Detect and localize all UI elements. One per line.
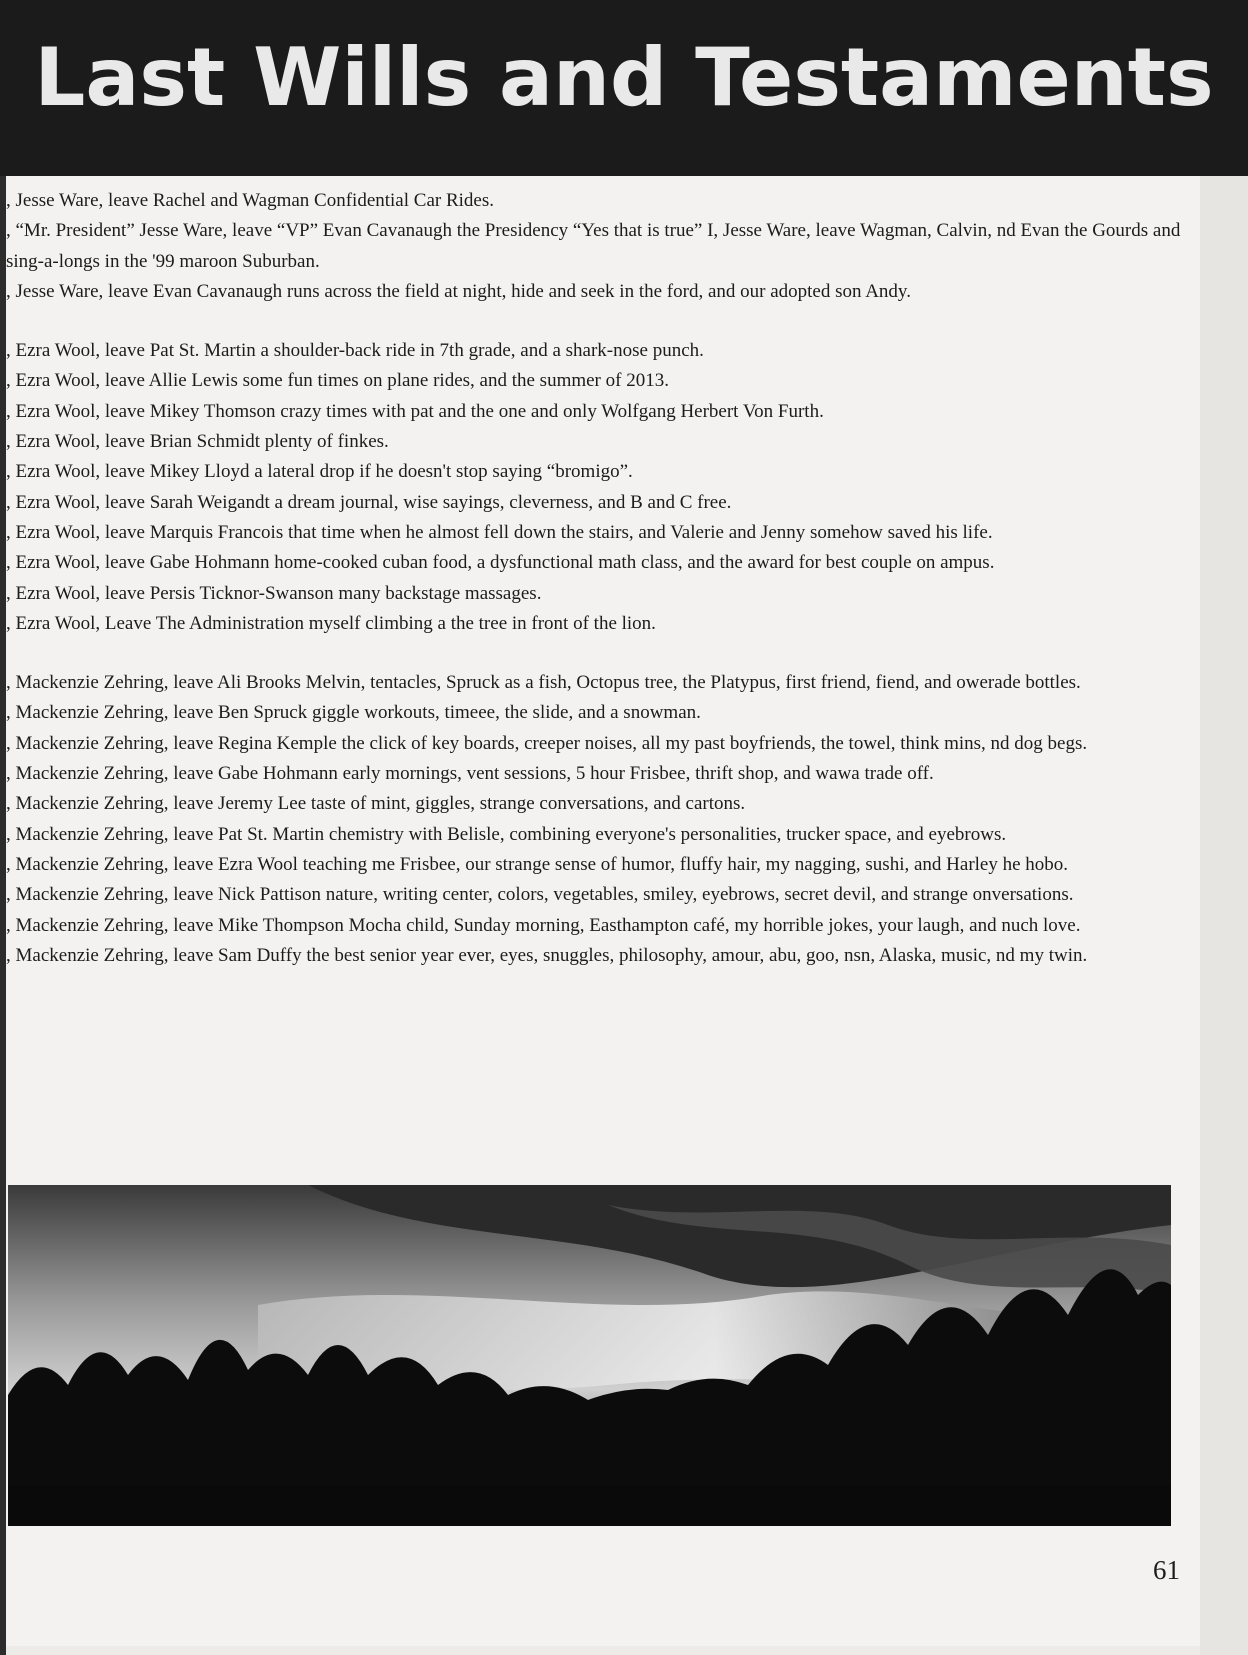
wills-list <box>6 186 1196 971</box>
will-entry: , Ezra Wool, leave Brian Schmidt plenty of finkes. <box>6 431 389 453</box>
will-entry: , Jesse Ware, leave Evan Cavanaugh runs across the field at night, hide and seek in the ford, and our adopted son Andy. <box>6 280 911 302</box>
will-entry: , Mackenzie Zehring, leave Jeremy Lee taste of mint, giggles, strange conversations, and cartons. <box>6 793 746 815</box>
will-entry: , Ezra Wool, leave Marquis Francois that time when he almost fell down the stairs, and Valerie and Jenny somehow saved his life. <box>6 521 993 543</box>
sunset-tree-line-photo <box>8 1185 1171 1526</box>
will-entry: , Ezra Wool, leave Persis Ticknor-Swanson many backstage massages. <box>6 582 542 604</box>
will-entry: , Mackenzie Zehring, leave Ezra Wool teaching me Frisbee, our strange sense of humor, fluffy hair, my nagging, sushi, and Harley he hobo. <box>6 853 1069 875</box>
will-entry: , Ezra Wool, leave Mikey Thomson crazy times with pat and the one and only Wolfgang Herbert Von Furth. <box>6 400 824 422</box>
will-entry: , Mackenzie Zehring, leave Sam Duffy the best senior year ever, eyes, snuggles, philosophy, amour, abu, goo, nsn, Alaska, music, nd my twin. <box>6 944 1088 966</box>
will-entry: , Mackenzie Zehring, leave Gabe Hohmann early mornings, vent sessions, 5 hour Frisbee, thrift shop, and wawa trade off. <box>6 763 934 785</box>
header-band <box>0 0 1248 176</box>
will-entry: , Ezra Wool, leave Sarah Weigandt a dream journal, wise sayings, cleverness, and B and C free. <box>6 491 732 513</box>
will-entry: , Mackenzie Zehring, leave Nick Pattison nature, writing center, colors, vegetables, smiley, eyebrows, secret devil, and strange onversations. <box>6 884 1074 906</box>
will-entry: , Mackenzie Zehring, leave Ben Spruck giggle workouts, timeee, the slide, and a snowman. <box>6 702 701 724</box>
will-entry: , Jesse Ware, leave Rachel and Wagman Confidential Car Rides. <box>6 190 494 211</box>
will-entry: , Mackenzie Zehring, leave Regina Kemple the click of key boards, creeper noises, all my past boyfriends, the towel, think mins, nd dog begs. <box>6 732 1088 754</box>
will-entry: , Mackenzie Zehring, leave Pat St. Martin chemistry with Belisle, combining everyone's personalities, trucker space, and eyebrows. <box>6 823 1007 845</box>
will-entry: , Ezra Wool, leave Gabe Hohmann home-cooked cuban food, a dysfunctional math class, and the award for best couple on ampus. <box>6 552 995 574</box>
will-entry: , Ezra Wool, Leave The Administration myself climbing a the tree in front of the lion. <box>6 612 656 634</box>
will-entry: , Ezra Wool, leave Mikey Lloyd a lateral drop if he doesn't stop saying “bromigo”. <box>6 461 633 483</box>
landscape-photo-graphic <box>8 1185 1171 1526</box>
will-entry: , “Mr. President” Jesse Ware, leave “VP” Evan Cavanaugh the Presidency “Yes that is true” I, Jesse Ware, leave Wagman, Calvin, nd Evan the Gourds and sing-a-longs in the '99 maroon Suburban. <box>6 220 1181 272</box>
page-number: 61 <box>1153 1555 1180 1585</box>
page-title: Last Wills and Testaments <box>34 31 1214 124</box>
will-entry: , Mackenzie Zehring, leave Mike Thompson Mocha child, Sunday morning, Easthampton café, my horrible jokes, your laugh, and nuch love. <box>6 914 1081 936</box>
page-margin <box>1200 176 1248 1655</box>
will-entry: , Ezra Wool, leave Allie Lewis some fun times on plane rides, and the summer of 2013. <box>6 370 669 392</box>
will-entry: , Mackenzie Zehring, leave Ali Brooks Melvin, tentacles, Spruck as a fish, Octopus tree, the Platypus, first friend, fiend, and owerade bottles. <box>6 672 1081 694</box>
will-entry: , Ezra Wool, leave Pat St. Martin a shoulder-back ride in 7th grade, and a shark-nose punch. <box>6 340 704 362</box>
